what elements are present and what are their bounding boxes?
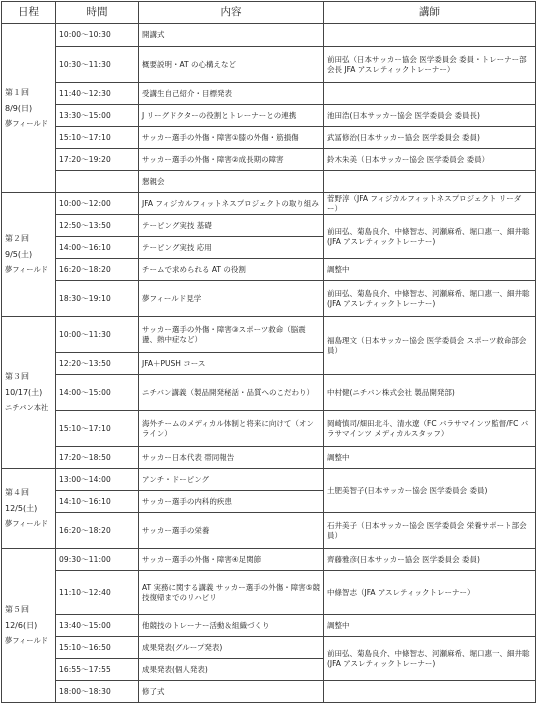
content-cell: サッカー選手の外傷・障害③スポーツ救命（脳震盪、熱中症など）	[139, 317, 324, 353]
content-cell: 懇親会	[139, 171, 324, 193]
table-row	[2, 193, 536, 215]
session-name: 第５回	[5, 605, 29, 615]
session-3-cell	[2, 317, 56, 469]
content-cell: 開講式	[139, 24, 324, 47]
time-cell: 14:00～15:00	[56, 375, 139, 411]
time-cell: 14:10～16:10	[56, 491, 139, 513]
time-cell	[56, 171, 139, 193]
content-cell: 成果発表(個人発表)	[139, 659, 324, 681]
content-cell: 修了式	[139, 681, 324, 703]
session-venue: 夢フィールド	[5, 265, 49, 275]
session-name: 第１回	[5, 87, 29, 97]
lecturer-cell: 前田弘（日本サッカー協会 医学委員会 委員・トレーナー部会長 JFA アスレティックトレーナー）	[324, 47, 536, 83]
time-cell: 16:55～17:55	[56, 659, 139, 681]
table-row	[2, 615, 536, 637]
table-row	[2, 171, 536, 193]
lecturer-cell: 中村健(ニチバン株式会社 製品開発部)	[324, 375, 536, 411]
table-row	[2, 469, 536, 491]
table-row	[2, 127, 536, 149]
table-row	[2, 317, 536, 353]
lecturer-cell: 池田浩(日本サッカー協会 医学委員会 委員長)	[324, 105, 536, 127]
time-cell: 10:30～11:30	[56, 47, 139, 83]
time-cell: 18:30～19:10	[56, 281, 139, 317]
content-cell: ニチバン講義（製品開発秘話・品質へのこだわり）	[139, 375, 324, 411]
table-row	[2, 637, 536, 659]
content-cell: 概要説明・AT の心構えなど	[139, 47, 324, 83]
content-cell: AT 実務に関する講義 サッカー選手の外傷・障害⑤競技復帰までのリハビリ	[139, 571, 324, 615]
lecturer-cell: 土肥美智子(日本サッカー協会 医学委員会 委員)	[324, 469, 536, 513]
content-cell: アンチ・ドーピング	[139, 469, 324, 491]
lecturer-cell: 調整中	[324, 447, 536, 469]
session-date: 9/5(土)	[5, 250, 33, 260]
table-row	[2, 281, 536, 317]
session-name: 第３回	[5, 372, 29, 382]
time-cell: 13:30～15:00	[56, 105, 139, 127]
time-cell: 12:50～13:50	[56, 215, 139, 237]
header-date: 日程	[2, 2, 56, 24]
lecturer-cell: 石井美子（日本サッカー協会 医学委員会 栄養サポート部会員）	[324, 513, 536, 549]
table-row	[2, 105, 536, 127]
schedule-table	[1, 1, 536, 703]
table-row	[2, 24, 536, 47]
session-date: 8/9(日)	[5, 103, 33, 113]
lecturer-cell: 武冨修治(日本サッカー協会 医学委員会 委員)	[324, 127, 536, 149]
content-cell: 他競技のトレーナー活動＆組織づくり	[139, 615, 324, 637]
content-cell: 成果発表(グループ発表)	[139, 637, 324, 659]
time-cell: 15:10～17:10	[56, 411, 139, 447]
content-cell: テーピング実技 基礎	[139, 215, 324, 237]
session-venue: 夢フィールド	[5, 519, 49, 529]
session-venue: 夢フィールド	[5, 636, 49, 646]
session-name: 第４回	[5, 488, 29, 498]
time-cell: 16:20～18:20	[56, 259, 139, 281]
header-row	[2, 2, 536, 24]
table-row	[2, 447, 536, 469]
time-cell: 17:20～18:50	[56, 447, 139, 469]
table-row	[2, 513, 536, 549]
table-row	[2, 259, 536, 281]
table-row	[2, 149, 536, 171]
time-cell: 09:30～11:00	[56, 549, 139, 571]
session-date: 10/17(土)	[5, 388, 43, 398]
time-cell: 11:10～12:40	[56, 571, 139, 615]
content-cell: サッカー選手の外傷・障害④足関節	[139, 549, 324, 571]
time-cell: 15:10～17:10	[56, 127, 139, 149]
time-cell: 14:00～16:10	[56, 237, 139, 259]
content-cell: JFA フィジカルフィットネスプロジェクトの取り組み	[139, 193, 324, 215]
table-row	[2, 411, 536, 447]
lecturer-cell	[324, 24, 536, 47]
lecturer-cell: 岡崎慎司/畑田北斗、清水遼（FC バラサマインツ監督/FC バラサマインツ メディカルスタッフ）	[324, 411, 536, 447]
session-4-cell	[2, 469, 56, 549]
content-cell: サッカー選手の外傷・障害②成長期の障害	[139, 149, 324, 171]
time-cell: 13:40～15:00	[56, 615, 139, 637]
table-row	[2, 47, 536, 83]
time-cell: 11:40～12:30	[56, 83, 139, 105]
session-date: 12/6(日)	[5, 621, 38, 631]
table-row	[2, 549, 536, 571]
table-row	[2, 215, 536, 237]
content-cell: 海外チームのメディカル体制と将来に向けて（オンライン）	[139, 411, 324, 447]
time-cell: 10:00～12:00	[56, 193, 139, 215]
lecturer-cell: 中條智志（JFA アスレティックトレーナー）	[324, 571, 536, 615]
table-row	[2, 375, 536, 411]
time-cell: 10:00～11:30	[56, 317, 139, 353]
lecturer-cell: 前田弘、菊島良介、中條智志、河瀬麻希、堀口惠一、細井聡(JFA アスレティックトレーナー)	[324, 637, 536, 681]
content-cell: サッカー選手の栄養	[139, 513, 324, 549]
lecturer-cell	[324, 681, 536, 703]
content-cell: チームで求められる AT の役割	[139, 259, 324, 281]
session-venue: 夢フィールド	[5, 118, 49, 128]
session-2-cell	[2, 193, 56, 317]
content-cell: 受講生自己紹介・目標発表	[139, 83, 324, 105]
lecturer-cell: 前田弘、菊島良介、中條智志、河瀬麻希、堀口惠一、細井聡(JFA アスレティックトレーナー)	[324, 215, 536, 259]
content-cell: サッカー選手の外傷・障害①膝の外傷・筋損傷	[139, 127, 324, 149]
lecturer-cell: 齊藤雅彦(日本サッカー協会 医学委員会 委員)	[324, 549, 536, 571]
content-cell: サッカー日本代表 帯同報告	[139, 447, 324, 469]
lecturer-cell	[324, 83, 536, 105]
session-date: 12/5(土)	[5, 504, 38, 514]
time-cell: 17:20～19:20	[56, 149, 139, 171]
content-cell: テーピング実技 応用	[139, 237, 324, 259]
time-cell: 13:00～14:00	[56, 469, 139, 491]
time-cell: 12:20～13:50	[56, 353, 139, 375]
session-name: 第２回	[5, 234, 29, 244]
content-cell: サッカー選手の内科的疾患	[139, 491, 324, 513]
header-lecturer: 講師	[324, 2, 536, 24]
lecturer-cell: 調整中	[324, 259, 536, 281]
session-1-cell	[2, 24, 56, 193]
time-cell: 10:00～10:30	[56, 24, 139, 47]
lecturer-cell: 福島理文（日本サッカー協会 医学委員会 スポーツ救命部会員）	[324, 317, 536, 375]
table-row	[2, 83, 536, 105]
header-time: 時間	[56, 2, 139, 24]
session-venue: ニチバン本社	[5, 403, 49, 413]
content-cell: JFA＋PUSH コース	[139, 353, 324, 375]
lecturer-cell	[324, 171, 536, 193]
table-row	[2, 571, 536, 615]
content-cell: 夢フィールド見学	[139, 281, 324, 317]
header-content: 内容	[139, 2, 324, 24]
time-cell: 16:20～18:20	[56, 513, 139, 549]
content-cell: J リーグドクターの役割とトレーナーとの連携	[139, 105, 324, 127]
lecturer-cell: 調整中	[324, 615, 536, 637]
lecturer-cell: 鈴木朱美（日本サッカー協会 医学委員会 委員）	[324, 149, 536, 171]
time-cell: 15:10～16:50	[56, 637, 139, 659]
lecturer-cell: 前田弘、菊島良介、中條智志、河瀬麻希、堀口惠一、細井聡(JFA アスレティックトレーナー)	[324, 281, 536, 317]
lecturer-cell: 菅野淳（JFA フィジカルフィットネスプロジェクト リーダー）	[324, 193, 536, 215]
table-row	[2, 681, 536, 703]
time-cell: 18:00～18:30	[56, 681, 139, 703]
session-5-cell	[2, 549, 56, 703]
